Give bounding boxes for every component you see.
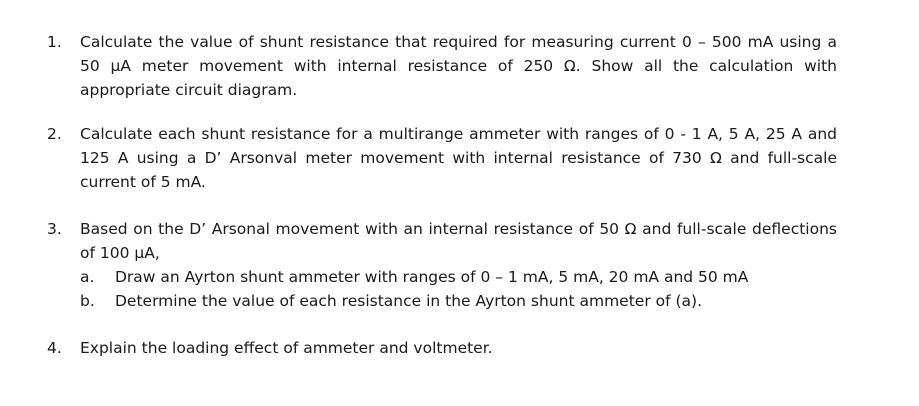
- subitem-letter: b.: [80, 292, 95, 310]
- subitem-letter: a.: [80, 268, 95, 286]
- question-text: Based on the D’ Arsonal movement with an internal resistance of 50 Ω and full-scale deflections of 100 μA,: [80, 220, 837, 262]
- question-number: 4.: [47, 339, 62, 357]
- subitem-text: Determine the value of each resistance in the Ayrton shunt ammeter of (a).: [115, 292, 703, 310]
- question-2: [47, 122, 837, 194]
- subitem-text: Draw an Ayrton shunt ammeter with ranges of 0 – 1 mA, 5 mA, 20 mA and 50 mA: [115, 268, 749, 286]
- question-number: 1.: [47, 33, 62, 51]
- question-text: Calculate each shunt resistance for a multirange ammeter with ranges of 0 - 1 A, 5 A, 25 A and 125 A using a D’ Arsonval meter movement with internal resistance of 730 Ω and full-scale current of 5 mA.: [80, 125, 837, 191]
- question-text: Calculate the value of shunt resistance that required for measuring current 0 – 500 mA using a 50 μA meter movement with internal resistance of 250 Ω. Show all the calculation with appropriate circuit diagram.: [80, 33, 837, 99]
- question-text: Explain the loading effect of ammeter and voltmeter.: [80, 339, 493, 357]
- subitem-b: [80, 289, 837, 313]
- question-1: [47, 30, 837, 102]
- question-number: 2.: [47, 125, 62, 143]
- question-number: 3.: [47, 220, 62, 238]
- question-4: [47, 336, 837, 360]
- question-3: [47, 217, 837, 313]
- subitem-a: [80, 265, 837, 289]
